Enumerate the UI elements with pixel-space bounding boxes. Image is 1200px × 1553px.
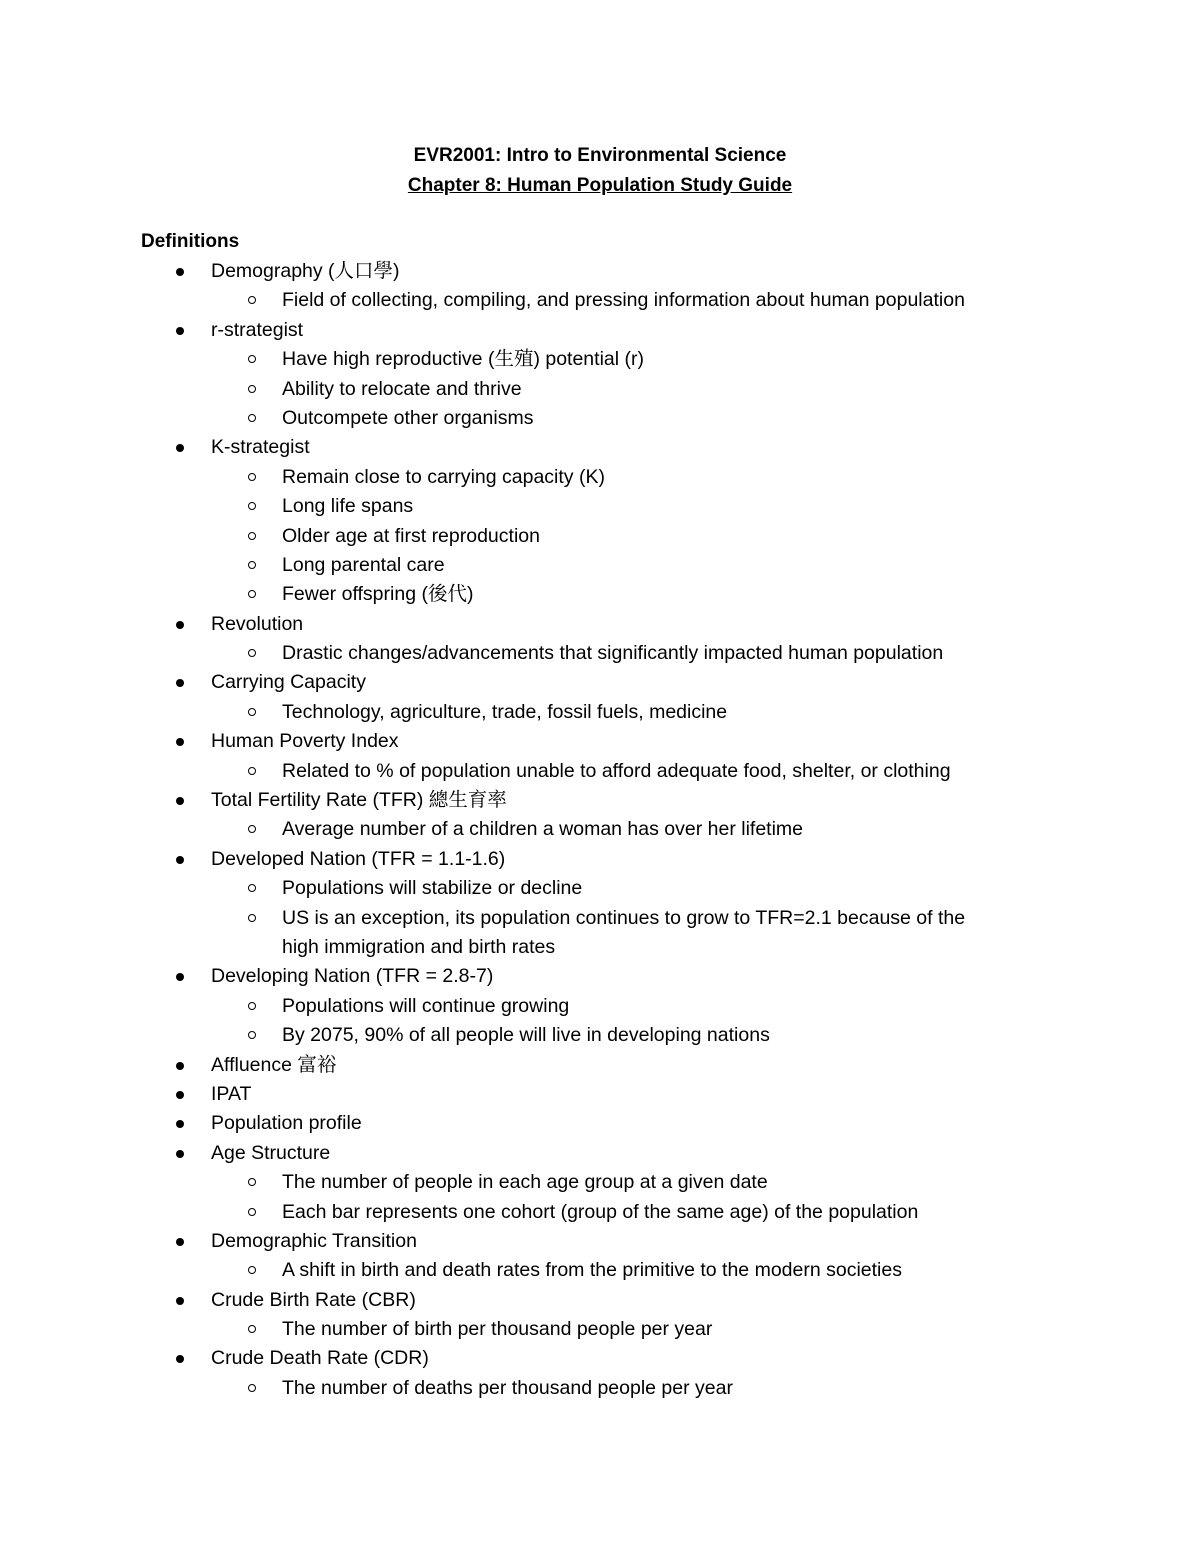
sub-list-item [0, 992, 1200, 1021]
list-item-text: Older age at first reproduction [282, 524, 540, 547]
list-item [0, 1109, 1200, 1138]
bullet-icon [176, 856, 184, 864]
list-item-text: high immigration and birth rates [282, 935, 556, 958]
list-item-text: Developed Nation (TFR = 1.1-1.6) [211, 847, 506, 870]
chapter-title: Chapter 8: Human Population Study Guide [407, 175, 793, 196]
list-item-text: Revolution [211, 612, 304, 635]
section-heading-definitions: Definitions [141, 231, 240, 252]
list-item-text: Demography (人口學) [211, 260, 400, 282]
sub-list-item [0, 463, 1200, 492]
list-item-text: Field of collecting, compiling, and pressing information about human population [282, 289, 965, 312]
list-item-text: Ability to relocate and thrive [282, 377, 522, 400]
bullet-icon [176, 444, 184, 452]
bullet-icon [176, 1355, 184, 1363]
circle-bullet-icon [248, 708, 256, 716]
list-item-text: Related to % of population unable to afford adequate food, shelter, or clothing [282, 759, 951, 782]
sub-list-item [0, 375, 1200, 404]
sub-list-item [0, 933, 1200, 962]
list-item [0, 727, 1200, 756]
circle-bullet-icon [248, 414, 256, 422]
list-item-text: Total Fertility Rate (TFR) 總生育率 [211, 789, 507, 812]
bullet-icon [176, 268, 184, 276]
sub-list-item [0, 286, 1200, 315]
sub-list-item [0, 757, 1200, 786]
list-item-text: By 2075, 90% of all people will live in developing nations [282, 1024, 770, 1047]
list-item-text: The number of birth per thousand people per year [282, 1318, 713, 1341]
circle-bullet-icon [248, 1208, 256, 1216]
bullet-icon [176, 1062, 184, 1070]
circle-bullet-icon [248, 385, 256, 393]
list-item-text: Each bar represents one cohort (group of the same age) of the population [282, 1200, 919, 1223]
circle-bullet-icon [248, 914, 256, 922]
circle-bullet-icon [248, 296, 256, 304]
list-item-text: US is an exception, its population continues to grow to TFR=2.1 because of the [282, 906, 966, 929]
sub-list-item [0, 580, 1200, 609]
list-item [0, 845, 1200, 874]
list-item-text: Long parental care [282, 553, 445, 576]
list-item [0, 1286, 1200, 1315]
sub-list-item [0, 1021, 1200, 1050]
circle-bullet-icon [248, 1325, 256, 1333]
list-item-text: Average number of a children a woman has over her lifetime [282, 818, 803, 841]
list-item-text: Remain close to carrying capacity (K) [282, 465, 605, 488]
list-item-text: Human Poverty Index [211, 730, 399, 753]
list-item [0, 1227, 1200, 1256]
list-item-text: K-strategist [211, 436, 310, 459]
circle-bullet-icon [248, 590, 256, 598]
list-item [0, 962, 1200, 991]
bullet-icon [176, 1120, 184, 1128]
sub-list-item [0, 404, 1200, 433]
list-item-text: Populations will continue growing [282, 994, 570, 1017]
bullet-icon [176, 1150, 184, 1158]
list-item-text: Technology, agriculture, trade, fossil fuels, medicine [282, 700, 728, 723]
bullet-icon [176, 973, 184, 981]
sub-list-item [0, 1374, 1200, 1403]
list-item [0, 610, 1200, 639]
list-item-text: Long life spans [282, 495, 414, 518]
bullet-icon [176, 1238, 184, 1246]
circle-bullet-icon [248, 1002, 256, 1010]
circle-bullet-icon [248, 1031, 256, 1039]
bullet-icon [176, 1091, 184, 1099]
list-item [0, 1051, 1200, 1080]
circle-bullet-icon [248, 561, 256, 569]
bullet-icon [176, 621, 184, 629]
circle-bullet-icon [248, 649, 256, 657]
list-item-text: Population profile [211, 1112, 362, 1135]
list-item-text: Developing Nation (TFR = 2.8-7) [211, 965, 494, 988]
list-item-text: Populations will stabilize or decline [282, 877, 583, 900]
list-item-text: The number of people in each age group at a given date [282, 1171, 768, 1194]
sub-list-item [0, 698, 1200, 727]
list-item [0, 316, 1200, 345]
list-item [0, 1344, 1200, 1373]
list-item-text: Affluence 富裕 [211, 1053, 337, 1076]
sub-list-item [0, 492, 1200, 521]
list-item-text: Fewer offspring (後代) [282, 583, 474, 606]
bullet-icon [176, 797, 184, 805]
list-item [0, 668, 1200, 697]
circle-bullet-icon [248, 767, 256, 775]
sub-list-item [0, 1315, 1200, 1344]
list-item-text: IPAT [211, 1082, 252, 1105]
bullet-icon [176, 738, 184, 746]
list-item-text: Age Structure [211, 1141, 331, 1164]
circle-bullet-icon [248, 355, 256, 363]
circle-bullet-icon [248, 1266, 256, 1274]
circle-bullet-icon [248, 502, 256, 510]
circle-bullet-icon [248, 473, 256, 481]
course-title: EVR2001: Intro to Environmental Science [413, 145, 787, 166]
sub-list-item [0, 1168, 1200, 1197]
definitions-list [0, 257, 1200, 1403]
circle-bullet-icon [248, 532, 256, 540]
list-item [0, 1139, 1200, 1168]
sub-list-item [0, 639, 1200, 668]
circle-bullet-icon [248, 884, 256, 892]
circle-bullet-icon [248, 825, 256, 833]
sub-list-item [0, 904, 1200, 933]
list-item-text: Drastic changes/advancements that significantly impacted human population [282, 642, 944, 665]
list-item-text: Carrying Capacity [211, 671, 366, 694]
list-item [0, 433, 1200, 462]
sub-list-item [0, 815, 1200, 844]
sub-list-item [0, 874, 1200, 903]
list-item-text: Crude Birth Rate (CBR) [211, 1288, 416, 1311]
circle-bullet-icon [248, 1384, 256, 1392]
bullet-icon [176, 679, 184, 687]
sub-list-item [0, 1198, 1200, 1227]
list-item-text: Crude Death Rate (CDR) [211, 1347, 429, 1370]
list-item-text: r-strategist [211, 318, 304, 341]
list-item-text: Demographic Transition [211, 1229, 417, 1252]
sub-list-item [0, 551, 1200, 580]
list-item-text: Outcompete other organisms [282, 406, 534, 429]
bullet-icon [176, 327, 184, 335]
list-item-text: Have high reproductive (生殖) potential (r) [282, 348, 644, 371]
list-item [0, 786, 1200, 815]
sub-list-item [0, 522, 1200, 551]
bullet-icon [176, 1297, 184, 1305]
list-item [0, 1080, 1200, 1109]
list-item-text: The number of deaths per thousand people per year [282, 1376, 733, 1399]
sub-list-item [0, 345, 1200, 374]
sub-list-item [0, 1256, 1200, 1285]
list-item [0, 257, 1200, 286]
circle-bullet-icon [248, 1178, 256, 1186]
list-item-text: A shift in birth and death rates from the primitive to the modern societies [282, 1259, 902, 1282]
